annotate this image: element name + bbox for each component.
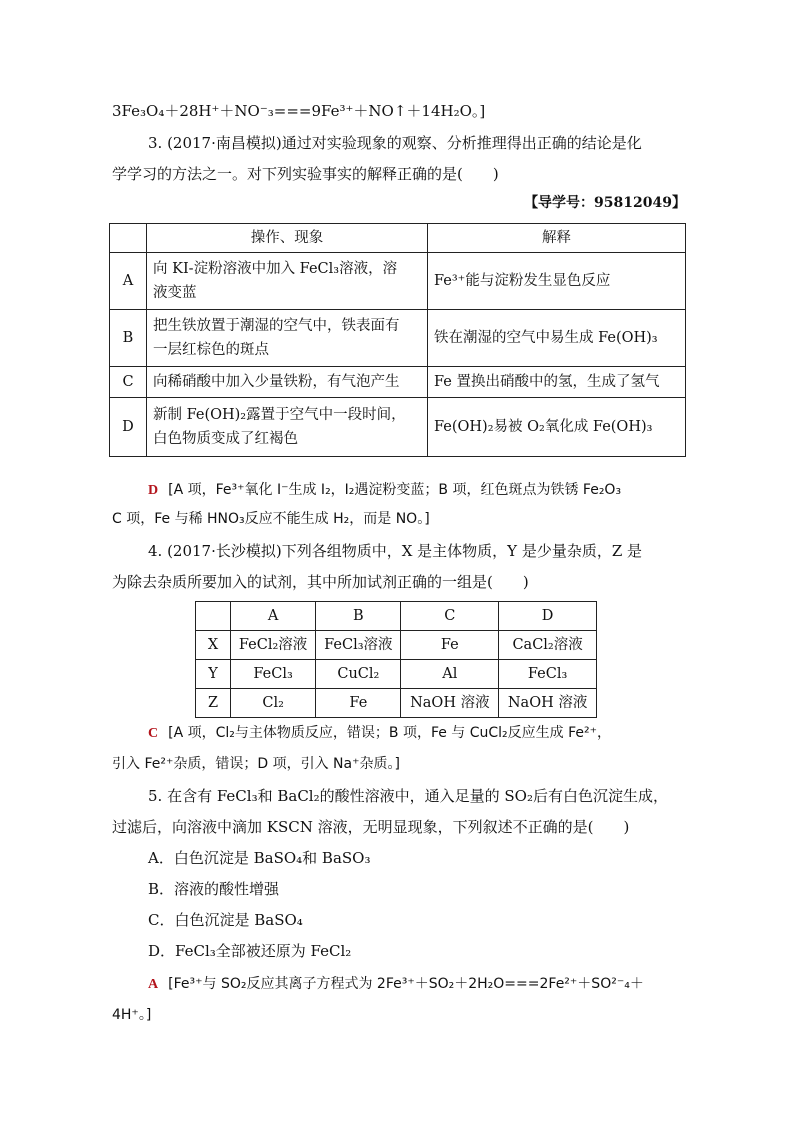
table-header-cell: A <box>231 602 316 631</box>
table-header-cell: D <box>499 602 597 631</box>
answer-letter: C <box>148 726 159 741</box>
answer-4-line-2: 引入 Fe²⁺杂质，错误；D 项，引入 Na⁺杂质。] <box>112 756 400 772</box>
table-cell: Y <box>196 660 231 689</box>
table-row <box>110 367 686 398</box>
answer-5-line-2: 4H⁺。] <box>112 1007 152 1023</box>
table-header-row <box>196 602 597 631</box>
operation-text: 向稀硝酸中加入少量铁粉，有气泡产生 <box>147 367 428 398</box>
table-header-cell: C <box>401 602 499 631</box>
operation-text: 把生铁放置于潮湿的空气中，铁表面有 <box>153 318 400 334</box>
table-row <box>196 660 597 689</box>
table-cell: Fe <box>401 631 499 660</box>
option-d: D．FeCl₃全部被还原为 FeCl₂ <box>148 942 352 960</box>
table-row <box>110 398 686 457</box>
reference-number: 【导学号：95812049】 <box>524 195 686 211</box>
operation-text: 液变蓝 <box>153 285 197 301</box>
answer-3-line-2: C 项，Fe 与稀 HNO₃反应不能生成 H₂，而是 NO。] <box>112 511 430 527</box>
table-cell: Z <box>196 689 231 718</box>
table-row <box>110 253 686 310</box>
answer-letter: A <box>148 977 159 992</box>
operation-text: 白色物质变成了红褐色 <box>153 431 298 447</box>
table-header-cell <box>196 602 231 631</box>
table-cell: FeCl₂溶液 <box>231 631 316 660</box>
question-3-line-1: 3. (2017·南昌模拟)通过对实验现象的观察、分析推理得出正确的结论是化 <box>148 134 642 152</box>
table-cell: X <box>196 631 231 660</box>
explanation-text: Fe(OH)₂易被 O₂氧化成 Fe(OH)₃ <box>428 398 686 457</box>
table-row <box>196 631 597 660</box>
question-5-line-1: 5. 在含有 FeCl₃和 BaCl₂的酸性溶液中，通入足量的 SO₂后有白色沉淀生成， <box>148 787 668 805</box>
question-5-line-2: 过滤后，向溶液中滴加 KSCN 溶液，无明显现象，下列叙述不正确的是( ) <box>112 818 630 836</box>
table-header-cell <box>110 224 147 253</box>
table-cell: CuCl₂ <box>316 660 401 689</box>
row-label: A <box>110 253 147 310</box>
option-c: C．白色沉淀是 BaSO₄ <box>148 911 303 929</box>
experiment-table <box>109 223 686 457</box>
reagent-table <box>195 601 597 718</box>
explanation-text: Fe³⁺能与淀粉发生显色反应 <box>428 253 686 310</box>
question-4-line-1: 4. (2017·长沙模拟)下列各组物质中，X 是主体物质，Y 是少量杂质，Z 是 <box>148 542 643 560</box>
table-cell: CaCl₂溶液 <box>499 631 597 660</box>
table-row <box>196 689 597 718</box>
table-cell: Fe <box>316 689 401 718</box>
table-header-cell: 解释 <box>428 224 686 253</box>
table-cell: Cl₂ <box>231 689 316 718</box>
table-header-cell: B <box>316 602 401 631</box>
option-a: A．白色沉淀是 BaSO₄和 BaSO₃ <box>148 849 371 867</box>
table-cell: NaOH 溶液 <box>401 689 499 718</box>
table-header-cell: 操作、现象 <box>147 224 428 253</box>
table-cell: FeCl₃溶液 <box>316 631 401 660</box>
operation-text: 一层红棕色的斑点 <box>153 342 269 358</box>
question-4-line-2: 为除去杂质所要加入的试剂，其中所加试剂正确的一组是( ) <box>112 573 529 591</box>
explanation-text: 铁在潮湿的空气中易生成 Fe(OH)₃ <box>428 310 686 367</box>
operation-text: 新制 Fe(OH)₂露置于空气中一段时间， <box>153 407 406 423</box>
table-row <box>110 310 686 367</box>
option-b: B．溶液的酸性增强 <box>148 880 280 898</box>
explanation-text: Fe 置换出硝酸中的氢，生成了氢气 <box>428 367 686 398</box>
table-cell: Al <box>401 660 499 689</box>
row-label: C <box>110 367 147 398</box>
answer-4-line-1: C [A 项，Cl₂与主体物质反应，错误；B 项，Fe 与 CuCl₂反应生成 Fe²⁺， <box>148 725 612 741</box>
answer-letter: D <box>148 483 159 498</box>
answer-3-line-1: D [A 项，Fe³⁺氧化 I⁻生成 I₂，I₂遇淀粉变蓝；B 项，红色斑点为铁锈 Fe₂O₃ <box>148 482 622 498</box>
row-label: D <box>110 398 147 457</box>
operation-text: 向 KI-淀粉溶液中加入 FeCl₃溶液，溶 <box>153 261 398 277</box>
table-cell: NaOH 溶液 <box>499 689 597 718</box>
table-cell: FeCl₃ <box>499 660 597 689</box>
row-label: B <box>110 310 147 367</box>
answer-5-line-1: A [Fe³⁺与 SO₂反应其离子方程式为 2Fe³⁺＋SO₂＋2H₂O===2Fe²⁺＋SO²⁻₄＋ <box>148 976 644 992</box>
equation-line: 3Fe₃O₄＋28H⁺＋NO⁻₃===9Fe³⁺＋NO↑＋14H₂O。] <box>112 102 486 120</box>
question-3-line-2: 学学习的方法之一。对下列实验事实的解释正确的是( ) <box>112 165 499 183</box>
table-header-row <box>110 224 686 253</box>
table-cell: FeCl₃ <box>231 660 316 689</box>
